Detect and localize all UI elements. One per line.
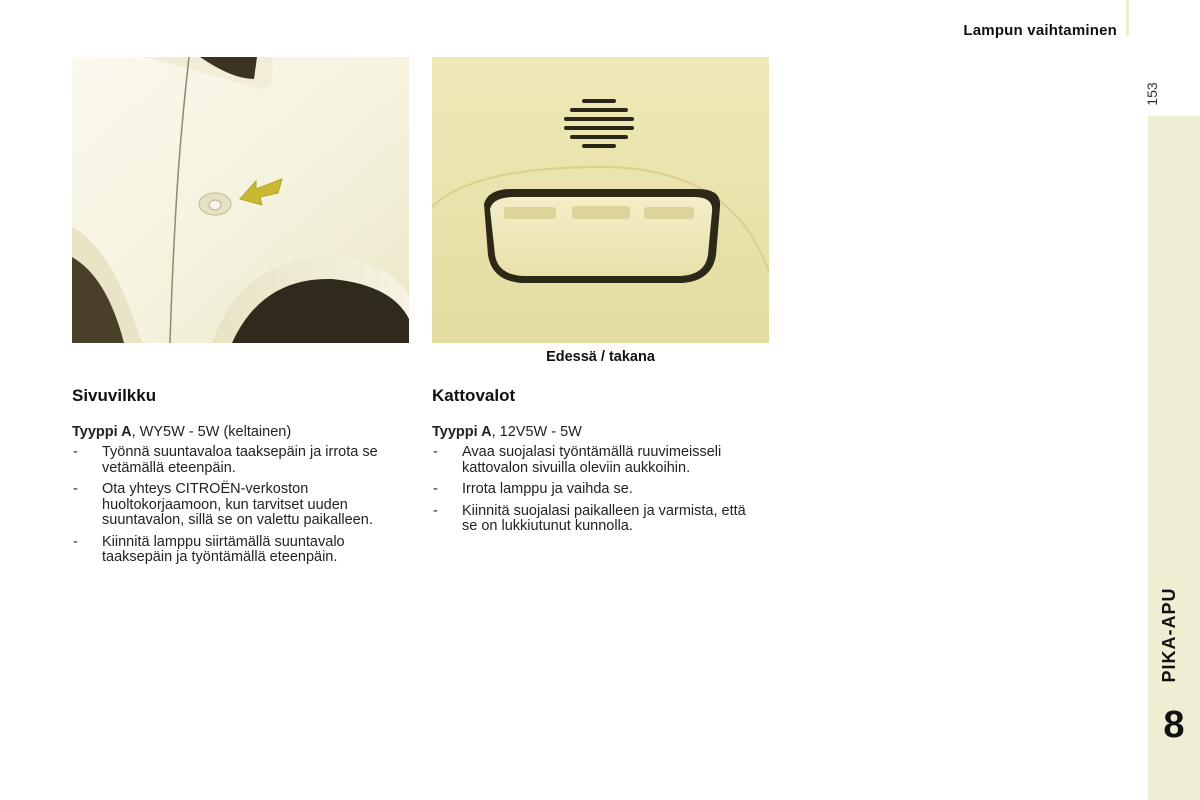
steps-list xyxy=(432,445,762,535)
roof-light-photo xyxy=(432,57,769,343)
roof-light-section xyxy=(432,386,762,541)
steps-list xyxy=(72,445,402,566)
bulb-type-label: Tyyppi A xyxy=(72,424,132,440)
bulb-type xyxy=(432,424,762,441)
list-dash: - xyxy=(73,481,78,497)
side-indicator-section xyxy=(72,386,402,572)
bulb-type-value: , WY5W - 5W (keltainen) xyxy=(131,424,292,440)
side-indicator-photo xyxy=(72,57,409,343)
bulb-type-label: Tyyppi A xyxy=(432,424,492,440)
chapter-number: 8 xyxy=(1163,704,1185,746)
list-item xyxy=(72,482,402,529)
list-dash: - xyxy=(73,533,78,550)
list-item xyxy=(432,504,762,535)
list-item xyxy=(432,445,762,476)
bulb-type-value: , 12V5W - 5W xyxy=(491,424,582,440)
list-dash: - xyxy=(73,444,78,460)
step-text: Työnnä suuntavaloa taaksepäin ja irrota se vetämällä eteenpäin. xyxy=(102,444,378,476)
bulb-type xyxy=(72,424,402,441)
page-number: 153 xyxy=(1144,82,1160,106)
chapter-label: PIKA-APU xyxy=(1159,587,1179,683)
step-text: Ota yhteys CITROËN-verkoston huoltokorjaamoon, kun tarvitset uuden suuntavalon, sillä se on valettu paikalleen. xyxy=(102,481,373,528)
arrow-icon xyxy=(238,177,284,209)
list-dash: - xyxy=(433,444,438,460)
step-text: Irrota lamppu ja vaihda se. xyxy=(462,481,633,497)
section-title: Sivuvilkku xyxy=(72,386,157,405)
step-text: Kiinnitä lamppu siirtämällä suuntavalo taaksepäin ja työntämällä eteenpäin. xyxy=(102,533,345,565)
list-dash: - xyxy=(433,481,438,497)
list-item xyxy=(72,445,402,476)
page-header-title: Lampun vaihtaminen xyxy=(963,22,1117,39)
step-text: Avaa suojalasi työntämällä ruuvimeisseli kattovalon sivuilla oleviin aukkoihin. xyxy=(462,444,722,476)
list-item xyxy=(432,482,762,498)
header-divider xyxy=(1126,0,1129,36)
list-item xyxy=(72,535,402,566)
roof-light-caption: Edessä / takana xyxy=(546,349,655,365)
section-title: Kattovalot xyxy=(432,386,516,405)
chapter-side-band xyxy=(1148,116,1200,800)
list-dash: - xyxy=(433,502,438,519)
step-text: Kiinnitä suojalasi paikalleen ja varmista, että se on lukkiutunut kunnolla. xyxy=(462,502,746,534)
